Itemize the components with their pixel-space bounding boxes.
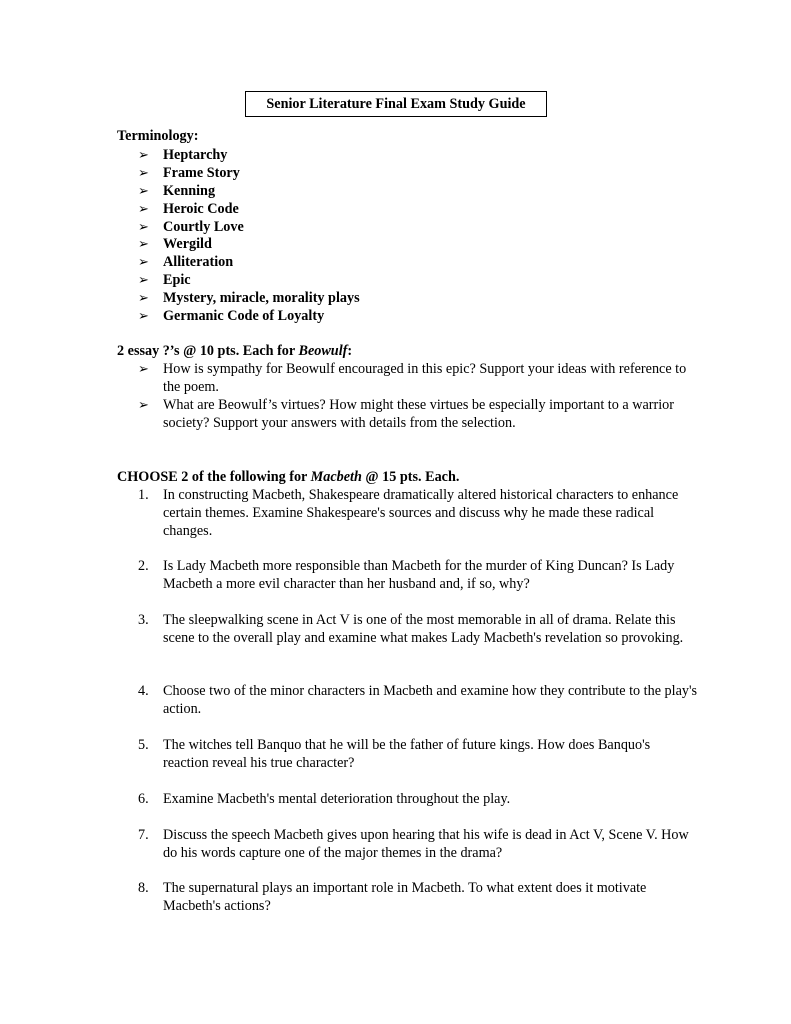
document-title: Senior Literature Final Exam Study Guide: [245, 91, 547, 117]
list-item: ➢ Alliteration: [138, 254, 234, 271]
arrow-bullet-icon: ➢: [138, 397, 149, 412]
essay-question-list: [138, 360, 698, 432]
arrow-bullet-icon: ➢: [138, 308, 149, 324]
arrow-bullet-icon: ➢: [138, 147, 149, 162]
list-item: ➢ Kenning: [138, 182, 216, 199]
list-item: ➢ Courtly Love: [138, 218, 244, 235]
arrow-bullet-icon: ➢: [138, 182, 149, 198]
list-item: 1. In constructing Macbeth, Shakespeare dramatically altered historical characters to enhance certain themes. Examine Shakespeare's sources and discuss why he made these radical changes.: [138, 487, 679, 539]
list-item: 3. The sleepwalking scene in Act V is one of the most memorable in all of drama. Relate this scene to the overall play and examine what makes Lady Macbeth's revelation so provoking.: [138, 612, 684, 646]
arrow-bullet-icon: ➢: [138, 218, 149, 234]
arrow-bullet-icon: ➢: [138, 254, 149, 270]
list-item: 2. Is Lady Macbeth more responsible than Macbeth for the murder of King Duncan? Is Lady Macbeth a more evil character than her husband and, if so, why?: [138, 558, 675, 592]
essay-heading: 2 essay ?’s @ 10 pts. Each for Beowulf:: [117, 343, 353, 359]
macbeth-heading: CHOOSE 2 of the following for Macbeth @ 15 pts. Each.: [117, 469, 460, 485]
list-item: ➢ Epic: [138, 272, 191, 289]
arrow-bullet-icon: ➢: [138, 200, 149, 216]
arrow-bullet-icon: ➢: [138, 290, 149, 306]
terminology-list: [138, 146, 360, 325]
list-item: ➢ Germanic Code of Loyalty: [138, 308, 325, 325]
list-item: 8. The supernatural plays an important role in Macbeth. To what extent does it motivate Macbeth's actions?: [138, 880, 647, 914]
arrow-bullet-icon: ➢: [138, 236, 149, 252]
arrow-bullet-icon: ➢: [138, 361, 149, 376]
list-item: ➢ What are Beowulf’s virtues? How might these virtues be especially important to a warrior society? Support your answers with details from the selection.: [138, 397, 674, 431]
list-item: ➢ How is sympathy for Beowulf encouraged in this epic? Support your ideas with reference to the poem.: [138, 361, 687, 395]
list-item: ➢ Mystery, miracle, morality plays: [138, 290, 360, 307]
terminology-heading: Terminology:: [117, 128, 199, 144]
list-item: ➢ Heptarchy: [138, 147, 228, 163]
list-item: 4. Choose two of the minor characters in Macbeth and examine how they contribute to the play's action.: [138, 683, 698, 717]
list-item: ➢ Heroic Code: [138, 200, 239, 217]
list-item: 5. The witches tell Banquo that he will be the father of future kings. How does Banquo's reaction reveal his true character?: [138, 737, 651, 771]
list-item: ➢ Frame Story: [138, 164, 240, 181]
list-item: 7. Discuss the speech Macbeth gives upon hearing that his wife is dead in Act V, Scene V. How do his words capture one of the major themes in the drama?: [138, 827, 689, 861]
list-item: ➢ Wergild: [138, 236, 212, 253]
list-item: 6. Examine Macbeth's mental deterioration throughout the play.: [138, 791, 511, 807]
arrow-bullet-icon: ➢: [138, 272, 149, 288]
arrow-bullet-icon: ➢: [138, 164, 149, 180]
